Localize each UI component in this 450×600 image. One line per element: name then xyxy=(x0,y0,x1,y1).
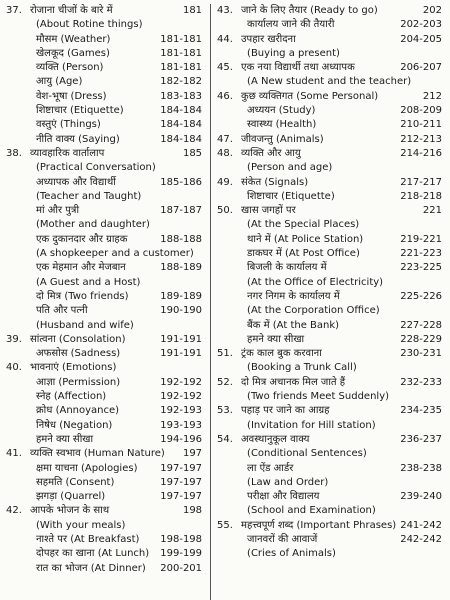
page-range: 221-223 xyxy=(400,248,442,260)
entry-title: (Invitation for Hill station) xyxy=(247,419,376,431)
entry-title: निषेध (Negation) xyxy=(36,419,113,431)
entry-title: आज्ञा (Permission) xyxy=(36,376,121,388)
entry-title: नीति वाक्य (Saying) xyxy=(36,133,120,145)
toc-entry xyxy=(6,562,202,576)
toc-entry xyxy=(217,476,442,490)
chapter-number: 53. xyxy=(217,405,233,417)
toc-entry xyxy=(6,204,202,218)
column-divider xyxy=(210,4,211,600)
toc-entry xyxy=(217,247,442,261)
toc-entry xyxy=(217,504,442,518)
page-range: 193-193 xyxy=(160,419,203,431)
left-column xyxy=(6,4,208,600)
entry-title: बिजली के कार्यालय में xyxy=(247,262,327,274)
toc-entry xyxy=(217,290,442,304)
toc-entry xyxy=(217,490,442,504)
toc-entry xyxy=(6,190,202,204)
toc-entry xyxy=(6,476,202,490)
chapter-number: 48. xyxy=(217,147,233,159)
chapter-number: 50. xyxy=(217,205,233,217)
entry-title: (Buying a present) xyxy=(247,47,340,59)
toc-entry xyxy=(217,104,442,118)
entry-title: (A shopkeeper and a customer) xyxy=(36,248,194,260)
toc-entry xyxy=(6,218,202,232)
entry-title: (Booking a Trunk Call) xyxy=(247,362,357,374)
chapter-number: 54. xyxy=(217,433,233,445)
page-range: 197-197 xyxy=(160,462,203,474)
page-range: 199-199 xyxy=(160,548,203,560)
entry-title: एक नया विद्यार्थी तथा अध्यापक xyxy=(241,62,355,74)
entry-title: कुछ व्यक्तिगत (Some Personal) xyxy=(241,90,379,102)
toc-entry xyxy=(217,61,442,75)
toc-entry xyxy=(217,118,442,132)
entry-title: (With your meals) xyxy=(36,519,126,531)
entry-title: (A Guest and a Host) xyxy=(36,276,141,288)
page-range: 202 xyxy=(422,5,442,16)
chapter-number: 39. xyxy=(6,333,22,345)
entry-title: (About Rotine things) xyxy=(36,19,143,31)
toc-entry xyxy=(6,319,202,333)
chapter-number: 49. xyxy=(217,176,233,188)
toc-entry xyxy=(217,33,442,47)
entry-title: जीवजन्तु (Animals) xyxy=(241,133,324,145)
toc-entry xyxy=(217,75,442,89)
entry-title: व्यावहारिक वार्तालाप xyxy=(30,147,105,159)
toc-entry xyxy=(217,462,442,476)
chapter-number: 52. xyxy=(217,376,233,388)
entry-title: कार्यालय जाने की तैयारी xyxy=(247,19,335,31)
page-range: 181-181 xyxy=(160,47,203,59)
toc-entry xyxy=(217,261,442,275)
toc-entry xyxy=(6,176,202,190)
toc-entry xyxy=(6,47,202,61)
page-range: 200-201 xyxy=(160,562,203,574)
entry-title: (Law and Order) xyxy=(247,476,329,488)
entry-title: खास जगहों पर xyxy=(241,205,296,217)
toc-entry xyxy=(6,104,202,118)
toc-entry xyxy=(6,147,202,161)
entry-title: आयु (Age) xyxy=(36,76,83,88)
toc-entry xyxy=(217,147,442,161)
entry-title: सांत्वना (Consolation) xyxy=(30,333,126,345)
toc-entry xyxy=(6,519,202,533)
chapter-number: 43. xyxy=(217,5,233,16)
entry-title: अध्यापक और विद्यार्थी xyxy=(36,176,116,188)
toc-entry xyxy=(6,233,202,247)
page-range: 181-181 xyxy=(160,62,203,74)
chapter-number: 38. xyxy=(6,147,22,159)
entry-title: (Person and age) xyxy=(247,162,333,174)
toc-entry xyxy=(6,133,202,147)
toc-entry xyxy=(217,204,442,218)
page-range: 190-190 xyxy=(160,305,203,317)
toc-entry xyxy=(6,390,202,404)
page-range: 188-189 xyxy=(160,262,203,274)
toc-entry xyxy=(217,533,442,547)
page-range: 230-231 xyxy=(400,348,442,360)
toc-entry xyxy=(6,276,202,290)
entry-title: वेश-भूषा (Dress) xyxy=(36,90,107,102)
entry-title: ट्रंक काल बुक करवाना xyxy=(241,348,322,360)
toc-entry xyxy=(6,261,202,275)
page-range: 219-221 xyxy=(400,233,442,245)
toc-entry xyxy=(217,447,442,461)
page-range: 212-213 xyxy=(400,133,442,145)
entry-title: आपके भोजन के साथ xyxy=(30,505,110,517)
page-range: 187-187 xyxy=(160,205,203,217)
page-range: 181-181 xyxy=(160,33,203,45)
entry-title: हमने क्या सीखा xyxy=(247,333,305,345)
page-range: 202-203 xyxy=(400,19,442,31)
chapter-number: 47. xyxy=(217,133,233,145)
page-range: 210-211 xyxy=(400,119,442,131)
toc-entry xyxy=(217,47,442,61)
page-range: 232-233 xyxy=(400,376,442,388)
toc-entry xyxy=(217,547,442,561)
entry-title: मौसम (Weather) xyxy=(36,33,111,45)
page-range: 217-217 xyxy=(400,176,442,188)
toc-entry xyxy=(6,290,202,304)
toc-entry xyxy=(6,347,202,361)
entry-title: पहाड़ पर जाने का आग्रह xyxy=(241,405,330,417)
entry-title: (At the Corporation Office) xyxy=(247,305,380,317)
chapter-number: 37. xyxy=(6,5,22,16)
page-range: 208-209 xyxy=(400,105,442,117)
page-range: 185-186 xyxy=(160,176,203,188)
toc-entry xyxy=(6,447,202,461)
toc-entry xyxy=(217,233,442,247)
toc-entry xyxy=(6,419,202,433)
toc-entry xyxy=(217,419,442,433)
toc-entry xyxy=(217,190,442,204)
toc-entry xyxy=(6,161,202,175)
entry-title: अफसोस (Sadness) xyxy=(36,348,121,360)
entry-title: (Two friends Meet Suddenly) xyxy=(247,391,390,403)
entry-title: (Conditional Sentences) xyxy=(247,448,367,460)
entry-title: शिष्टाचार (Etiquette) xyxy=(247,190,335,202)
page-range: 181 xyxy=(182,5,203,16)
entry-title: जाने के लिए तैयार (Ready to go) xyxy=(241,5,378,16)
entry-title: एक मेहमान और मेजबान xyxy=(36,262,126,274)
toc-entry xyxy=(217,161,442,175)
page-range: 236-237 xyxy=(400,433,442,445)
entry-title: नगर निगम के कार्यालय में xyxy=(247,290,340,302)
entry-title: बैंक में (At the Bank) xyxy=(247,319,340,331)
toc-entry xyxy=(6,75,202,89)
page-range: 184-184 xyxy=(160,105,203,117)
page-range: 194-196 xyxy=(160,433,203,445)
chapter-number: 41. xyxy=(6,448,22,460)
entry-title: डाकघर में (At Post Office) xyxy=(247,248,360,260)
entry-title: (Mother and daughter) xyxy=(36,219,150,231)
page-range: 241-242 xyxy=(400,519,442,531)
entry-title: व्यक्ति और आयु xyxy=(241,147,301,159)
page-range: 238-238 xyxy=(400,462,442,474)
entry-title: (School and Examination) xyxy=(247,505,376,517)
entry-title: भावनाएं (Emotions) xyxy=(30,362,117,374)
toc-entry xyxy=(217,176,442,190)
entry-title: वस्तुएं (Things) xyxy=(36,119,101,131)
page-range: 192-192 xyxy=(160,391,203,403)
page-range: 234-235 xyxy=(400,405,442,417)
entry-title: नाश्ते पर (At Breakfast) xyxy=(36,533,140,545)
chapter-number: 45. xyxy=(217,62,233,74)
page-range: 221 xyxy=(422,205,442,217)
page-range: 191-191 xyxy=(160,333,203,345)
toc-entry xyxy=(6,304,202,318)
entry-title: (Practical Conversation) xyxy=(36,162,156,174)
entry-title: (Husband and wife) xyxy=(36,319,134,331)
toc-entry xyxy=(217,90,442,104)
toc-entry xyxy=(6,361,202,375)
entry-title: मां और पुत्री xyxy=(36,205,80,217)
page-range: 242-242 xyxy=(400,533,442,545)
toc-entry xyxy=(217,218,442,232)
toc-entry xyxy=(6,490,202,504)
entry-title: अध्ययन (Study) xyxy=(247,105,316,117)
page-range: 183-183 xyxy=(160,90,203,102)
page-range: 189-189 xyxy=(160,290,203,302)
entry-title: व्यक्ति (Person) xyxy=(36,62,104,74)
toc-entry xyxy=(217,304,442,318)
toc-entry xyxy=(6,433,202,447)
entry-title: परीक्षा और विद्यालय xyxy=(247,491,320,503)
chapter-number: 55. xyxy=(217,519,233,531)
chapter-number: 46. xyxy=(217,90,233,102)
entry-title: हमने क्या सीखा xyxy=(36,433,94,445)
toc-entry xyxy=(6,547,202,561)
toc-entry xyxy=(6,4,202,18)
entry-title: संकेत (Signals) xyxy=(241,176,309,188)
toc-entry xyxy=(6,90,202,104)
page-range: 206-207 xyxy=(400,62,442,74)
entry-title: शिष्टाचार (Etiquette) xyxy=(36,105,124,117)
chapter-number: 44. xyxy=(217,33,233,45)
toc-entry xyxy=(6,33,202,47)
page-range: 228-229 xyxy=(400,333,442,345)
page-range: 227-228 xyxy=(400,319,442,331)
entry-title: अवस्थानुकूल वाक्य xyxy=(241,433,310,445)
chapter-number: 42. xyxy=(6,505,22,517)
page-range: 188-188 xyxy=(160,233,203,245)
entry-title: एक दुकानदार और ग्राहक xyxy=(36,233,128,245)
page-range: 223-225 xyxy=(400,262,442,274)
page-range: 184-184 xyxy=(160,119,203,131)
entry-title: सहमति (Consent) xyxy=(36,476,115,488)
entry-title: क्षमा याचना (Apologies) xyxy=(36,462,138,474)
toc-entry xyxy=(217,319,442,333)
entry-title: थाने में (At Police Station) xyxy=(247,233,364,245)
page-range: 225-226 xyxy=(400,290,442,302)
entry-title: झगड़ा (Quarrel) xyxy=(36,491,106,503)
page-range: 197-197 xyxy=(160,476,203,488)
page-range: 198-198 xyxy=(160,533,203,545)
page-range: 197 xyxy=(182,448,203,460)
page-range: 192-192 xyxy=(160,376,203,388)
entry-title: दो मित्र अचानक मिल जाते हैं xyxy=(241,376,346,388)
page-range: 184-184 xyxy=(160,133,203,145)
entry-title: (At the Special Places) xyxy=(247,219,360,231)
entry-title: दो मित्र (Two friends) xyxy=(36,290,129,302)
right-column xyxy=(213,4,442,600)
toc-entry xyxy=(217,433,442,447)
entry-title: उपहार खरीदना xyxy=(241,33,296,45)
toc-entry xyxy=(6,333,202,347)
entry-title: ला ऐंड आर्डर xyxy=(247,462,294,474)
toc-entry xyxy=(6,504,202,518)
entry-title: स्वास्थ्य (Health) xyxy=(247,119,317,131)
toc-entry xyxy=(6,18,202,32)
entry-title: रोजाना चीजों के बारे में xyxy=(30,5,113,16)
toc-entry xyxy=(217,361,442,375)
toc-entry xyxy=(217,276,442,290)
toc-entry xyxy=(6,61,202,75)
entry-title: दोपहर का खाना (At Lunch) xyxy=(36,548,150,560)
page-range: 212 xyxy=(422,90,442,102)
toc-entry xyxy=(217,4,442,18)
toc-entry xyxy=(217,133,442,147)
toc-entry xyxy=(217,333,442,347)
entry-title: (At the Office of Electricity) xyxy=(247,276,384,288)
entry-title: स्नेह (Affection) xyxy=(36,391,107,403)
toc-entry xyxy=(6,247,202,261)
chapter-number: 40. xyxy=(6,362,22,374)
page-range: 185 xyxy=(182,147,203,159)
toc-entry xyxy=(6,533,202,547)
page-range: 204-205 xyxy=(400,33,442,45)
toc-entry xyxy=(217,18,442,32)
toc-entry xyxy=(217,347,442,361)
entry-title: जानवरों की आवाजें xyxy=(247,533,318,545)
entry-title: खेलकूद (Games) xyxy=(36,47,110,59)
toc-entry xyxy=(217,390,442,404)
page-range: 214-216 xyxy=(400,147,442,159)
entry-title: क्रोध (Annoyance) xyxy=(36,405,120,417)
toc-entry xyxy=(6,118,202,132)
entry-title: (Cries of Animals) xyxy=(247,548,336,560)
page-range: 239-240 xyxy=(400,491,442,503)
toc-entry xyxy=(6,404,202,418)
toc-entry xyxy=(6,462,202,476)
entry-title: (A New student and the teacher) xyxy=(247,76,412,88)
entry-title: रात का भोजन (At Dinner) xyxy=(36,562,146,574)
entry-title: महत्त्वपूर्ण शब्द (Important Phrases) xyxy=(241,519,397,531)
toc-entry xyxy=(6,376,202,390)
page-range: 198 xyxy=(182,505,203,517)
toc-entry xyxy=(217,519,442,533)
entry-title: व्यक्ति स्वभाव (Human Nature) xyxy=(30,448,165,460)
chapter-number: 51. xyxy=(217,348,233,360)
page-range: 218-218 xyxy=(400,190,442,202)
page-range: 197-197 xyxy=(160,491,203,503)
page-range: 192-193 xyxy=(160,405,203,417)
toc-entry xyxy=(217,376,442,390)
entry-title: पति और पत्नी xyxy=(36,305,88,317)
page-range: 191-191 xyxy=(160,348,203,360)
page-range: 182-182 xyxy=(160,76,203,88)
toc-entry xyxy=(217,404,442,418)
entry-title: (Teacher and Taught) xyxy=(36,190,142,202)
